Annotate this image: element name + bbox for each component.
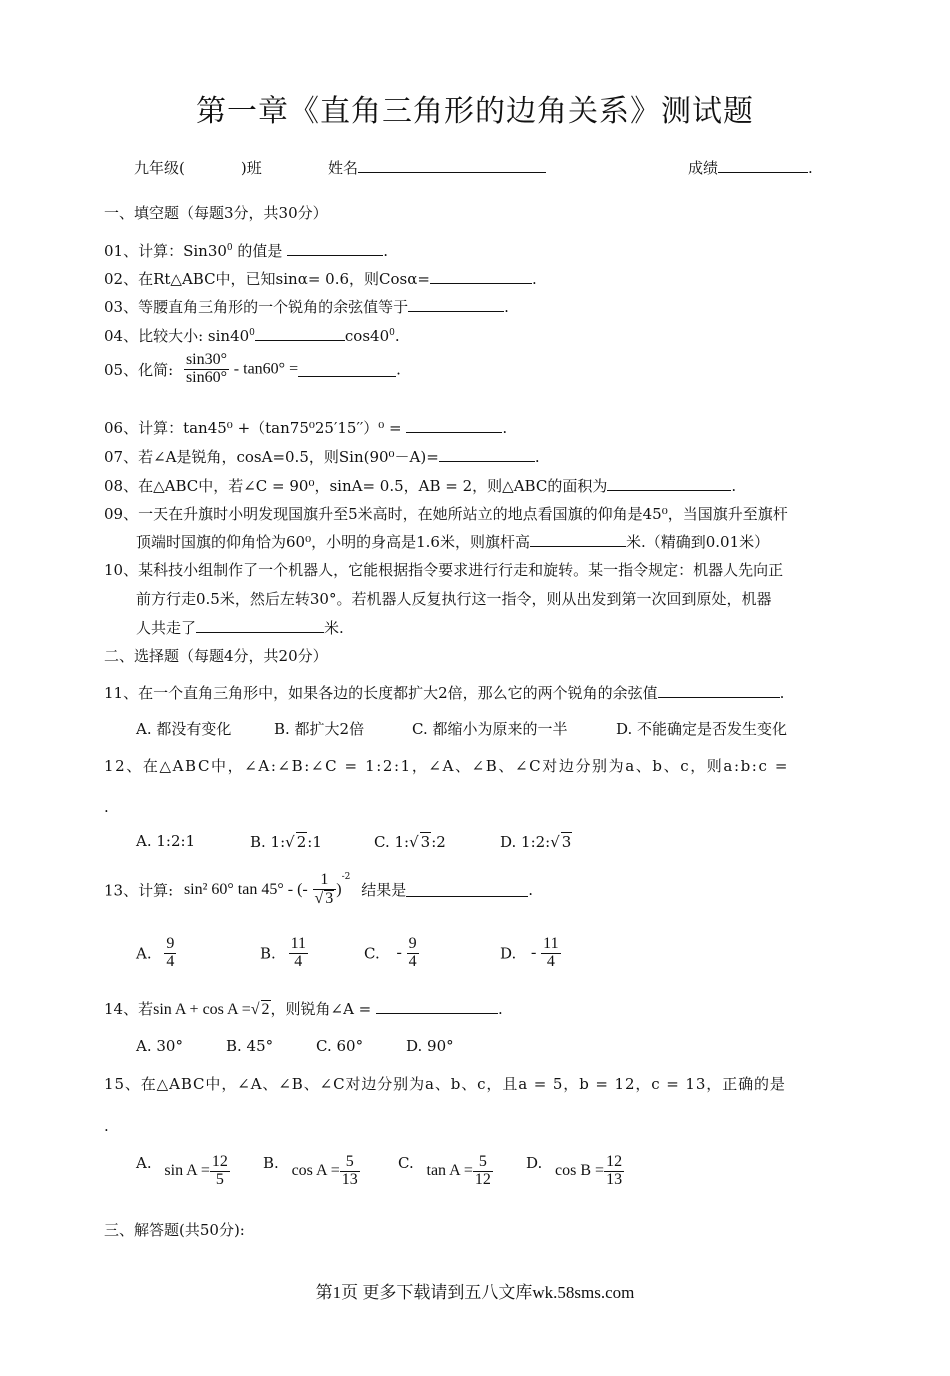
q13-a-label: A. bbox=[136, 944, 152, 963]
question-06 bbox=[104, 417, 507, 438]
q06-blank[interactable] bbox=[406, 418, 502, 433]
q05-den: sin60° bbox=[185, 368, 228, 386]
q13-an: 9 bbox=[166, 935, 175, 952]
q12-text: 12、在△ABC中，∠A:∠B:∠C = 1:2:1，∠A、∠B、∠C对边分别为a、b、c，则a:b:c = bbox=[104, 757, 789, 775]
q11-option-d[interactable]: D. 不能确定是否发生变化 bbox=[616, 720, 788, 738]
q15-bn: 5 bbox=[340, 1154, 360, 1172]
q01-end: . bbox=[383, 242, 388, 260]
q13-blank[interactable] bbox=[406, 882, 528, 897]
q05-label: 05、化简: bbox=[104, 360, 174, 379]
section-2-heading: 二、选择题（每题4分，共20分） bbox=[104, 647, 328, 665]
q12-d1: D. 1:2: bbox=[500, 833, 551, 851]
q13-after: 结果是 bbox=[361, 881, 407, 900]
q15-bd: 13 bbox=[341, 1170, 358, 1188]
q05-num: sin30° bbox=[185, 351, 228, 368]
q15-c-frac bbox=[473, 1154, 493, 1189]
q14-expr: sin A + cos A = bbox=[153, 1001, 251, 1018]
question-03 bbox=[104, 296, 509, 317]
q05-rest: - tan60° = bbox=[233, 360, 299, 378]
q13-option-d[interactable] bbox=[500, 936, 561, 971]
q10-line3a: 人共走了 bbox=[136, 619, 197, 637]
sqrt-icon: √ bbox=[409, 833, 419, 851]
q12-b1: B. 1: bbox=[250, 833, 286, 851]
q13-ad: 4 bbox=[166, 952, 175, 970]
question-08 bbox=[104, 475, 736, 496]
q13-bn: 11 bbox=[290, 935, 306, 952]
student-info bbox=[134, 157, 262, 178]
q15-cn: 5 bbox=[473, 1154, 493, 1172]
period: . bbox=[808, 159, 813, 177]
q14-label: 14、若 bbox=[104, 1000, 154, 1018]
q13-d-minus: - bbox=[531, 944, 537, 962]
q13-c-frac bbox=[407, 936, 419, 971]
q13-d-frac bbox=[541, 936, 560, 971]
q14-option-a[interactable]: A. 30° bbox=[136, 1037, 183, 1055]
q15-option-d[interactable] bbox=[526, 1154, 624, 1189]
q13-cn: 9 bbox=[408, 935, 417, 952]
sqrt-icon: √ bbox=[250, 1001, 260, 1018]
score-label: 成绩 bbox=[688, 159, 719, 177]
q14-blank[interactable] bbox=[376, 999, 498, 1014]
name-label: 姓名 bbox=[328, 159, 359, 177]
q15-b-label: B. bbox=[263, 1154, 279, 1172]
sqrt-icon: √ bbox=[550, 833, 560, 851]
q13-option-c[interactable] bbox=[364, 936, 419, 971]
q13-cd: 4 bbox=[408, 952, 417, 970]
section-3-heading: 三、解答题(共50分): bbox=[104, 1221, 245, 1239]
q15-dot: . bbox=[104, 1117, 109, 1135]
q05-fraction bbox=[184, 352, 229, 387]
q13-c-label: C. bbox=[364, 944, 380, 963]
page-title: 第一章《直角三角形的边角关系》测试题 bbox=[196, 94, 754, 129]
q13-dn: 11 bbox=[543, 935, 559, 952]
q10-line1: 10、某科技小组制作了一个机器人，它能根据指令要求进行行走和旋转。某一指令规定：机器人先向正 bbox=[104, 561, 784, 579]
question-07 bbox=[104, 446, 540, 467]
q11-option-b[interactable]: B. 都扩大2倍 bbox=[274, 720, 365, 738]
q15-a-expr: sin A = bbox=[164, 1162, 210, 1180]
q13-b-label: B. bbox=[260, 944, 276, 963]
q11-blank[interactable] bbox=[658, 683, 780, 698]
q12-option-b[interactable] bbox=[250, 832, 322, 851]
q12-c1: C. 1: bbox=[374, 833, 410, 851]
q14-option-b[interactable]: B. 45° bbox=[226, 1037, 274, 1055]
section-1-heading: 一、填空题（每题3分，共30分） bbox=[104, 204, 328, 222]
q09-line2a: 顶端时国旗的仰角恰为60⁰，小明的身高是1.6米，则旗杆高 bbox=[136, 533, 530, 551]
q13-fraction bbox=[313, 872, 337, 908]
q12-c3: :2 bbox=[431, 833, 446, 851]
q15-dd: 13 bbox=[606, 1170, 623, 1188]
q11-option-c[interactable]: C. 都缩小为原来的一半 bbox=[412, 720, 568, 738]
q12-option-d[interactable] bbox=[500, 832, 572, 851]
class-label: )班 bbox=[240, 159, 262, 177]
q11-option-a[interactable]: A. 都没有变化 bbox=[136, 720, 232, 738]
q01-text: 01、计算：Sin30 bbox=[104, 242, 227, 260]
question-05 bbox=[104, 352, 401, 387]
q15-option-a[interactable] bbox=[136, 1154, 230, 1189]
q04-sup-2: 0 bbox=[389, 328, 395, 338]
q13-close-paren: ) bbox=[336, 880, 342, 898]
q15-c-label: C. bbox=[398, 1154, 414, 1172]
q13-c-minus: - bbox=[396, 944, 402, 962]
q09-line2b: 米.（精确到0.01米） bbox=[625, 533, 770, 551]
q15-d-expr: cos B = bbox=[555, 1162, 605, 1180]
q15-d-frac bbox=[604, 1154, 624, 1189]
q14-end: . bbox=[498, 1000, 503, 1018]
q03-text: 03、等腰直角三角形的一个锐角的余弦值等于 bbox=[104, 298, 409, 316]
name-field[interactable] bbox=[328, 157, 546, 178]
q14-option-d[interactable]: D. 90° bbox=[406, 1037, 454, 1055]
q15-cd: 12 bbox=[474, 1170, 491, 1188]
q10-line2: 前方行走0.5米，然后左转30°。若机器人反复执行这一指令，则从出发到第一次回到原处，机器 bbox=[136, 590, 772, 608]
q01-after: 的值是 bbox=[232, 242, 283, 260]
q09-line1: 09、一天在升旗时小明发现国旗升至5米高时，在她所站立的地点看国旗的仰角是45⁰，当国旗升至旗杆 bbox=[104, 505, 788, 523]
q04-sup-1: 0 bbox=[249, 328, 255, 338]
q02-blank[interactable] bbox=[430, 269, 532, 284]
q12-option-a[interactable]: A. 1:2:1 bbox=[136, 832, 196, 850]
q11-text: 11、在一个直角三角形中，如果各边的长度都扩大2倍，那么它的两个锐角的余弦值 bbox=[104, 684, 658, 702]
q01-sup: 0 bbox=[226, 243, 233, 253]
q10-blank[interactable] bbox=[196, 618, 324, 633]
q13-option-b[interactable] bbox=[260, 936, 308, 971]
q12-c2: 3 bbox=[420, 833, 431, 851]
q07-end: . bbox=[534, 448, 540, 466]
q13-b-frac bbox=[289, 936, 308, 971]
q12-dot: . bbox=[104, 798, 109, 816]
q08-blank[interactable] bbox=[607, 476, 731, 491]
question-04 bbox=[104, 325, 400, 346]
q04-blank[interactable] bbox=[255, 326, 345, 341]
q04-b: cos40 bbox=[344, 327, 390, 345]
q01-blank[interactable] bbox=[287, 241, 383, 256]
q15-b-frac bbox=[340, 1154, 360, 1189]
q13-end: . bbox=[528, 880, 533, 899]
q15-ad: 5 bbox=[215, 1170, 224, 1188]
question-02 bbox=[104, 268, 537, 289]
q15-text: 15、在△ABC中，∠A、∠B、∠C对边分别为a、b、c，且a = 5，b = 12，c = 13，正确的是 bbox=[104, 1075, 786, 1093]
q04-end: . bbox=[394, 327, 400, 345]
q13-fd-wrap bbox=[313, 890, 337, 908]
q15-a-frac bbox=[210, 1154, 230, 1189]
q06-end: . bbox=[502, 419, 508, 437]
q12-b2: 2 bbox=[296, 833, 307, 851]
q15-option-c[interactable] bbox=[398, 1154, 493, 1189]
q10-line3b: 米. bbox=[324, 619, 344, 637]
q15-option-b[interactable] bbox=[263, 1154, 360, 1189]
q15-b-expr: cos A = bbox=[291, 1162, 340, 1180]
q15-c-expr: tan A = bbox=[426, 1162, 473, 1180]
q13-fn: 1 bbox=[313, 872, 337, 890]
q05-blank[interactable] bbox=[298, 362, 396, 377]
q13-label: 13、计算: bbox=[104, 881, 174, 900]
q14-option-c[interactable]: C. 60° bbox=[316, 1037, 364, 1055]
q14-root: 2 bbox=[261, 1001, 270, 1018]
q07-text: 07、若∠A是锐角，cosA=0.5，则Sin(90⁰－A)= bbox=[104, 448, 439, 466]
q13-dd: 4 bbox=[546, 952, 555, 970]
q12-b3: :1 bbox=[307, 833, 322, 851]
q07-blank[interactable] bbox=[439, 447, 535, 462]
q13-fd: 3 bbox=[325, 889, 334, 907]
q12-option-c[interactable] bbox=[374, 832, 446, 851]
q15-dn: 12 bbox=[606, 1153, 623, 1170]
q03-blank[interactable] bbox=[408, 297, 504, 312]
q13-expr: sin² 60° tan 45° - (- bbox=[183, 880, 308, 898]
score-field[interactable] bbox=[688, 157, 813, 178]
q12-d2: 3 bbox=[561, 833, 572, 851]
q14-after: ，则锐角∠A = bbox=[270, 1000, 372, 1018]
q13-d-label: D. bbox=[500, 944, 517, 963]
q06-text: 06、计算：tan45⁰ +（tan75⁰25′15′′）⁰ = bbox=[104, 419, 402, 437]
q15-a-label: A. bbox=[136, 1154, 152, 1172]
q13-option-a[interactable] bbox=[136, 936, 176, 971]
q15-d-label: D. bbox=[526, 1154, 543, 1172]
q04-a: 04、比较大小: sin40 bbox=[104, 327, 250, 345]
q02-text: 02、在Rt△ABC中，已知sinα= 0.6，则Cosα= bbox=[104, 270, 430, 288]
q05-end: . bbox=[396, 360, 401, 379]
q08-text: 08、在△ABC中，若∠C = 90⁰，sinA= 0.5，AB = 2，则△ABC的面积为 bbox=[104, 477, 608, 495]
grade-label: 九年级( bbox=[134, 159, 185, 177]
q15-an: 12 bbox=[211, 1153, 228, 1170]
q03-end: . bbox=[504, 298, 509, 316]
q13-a-frac bbox=[164, 936, 176, 971]
q08-end: . bbox=[731, 477, 737, 495]
page-footer: 第1页 更多下载请到五八文库wk.58sms.com bbox=[315, 1283, 635, 1302]
q13-bd: 4 bbox=[294, 952, 303, 970]
question-01 bbox=[104, 240, 388, 261]
q09-blank[interactable] bbox=[530, 532, 626, 547]
q13-exp: -2 bbox=[341, 872, 351, 882]
sqrt-icon: √ bbox=[285, 833, 295, 851]
q11-end: . bbox=[779, 684, 785, 702]
q02-end: . bbox=[531, 270, 537, 288]
sqrt-icon: √ bbox=[314, 889, 324, 907]
